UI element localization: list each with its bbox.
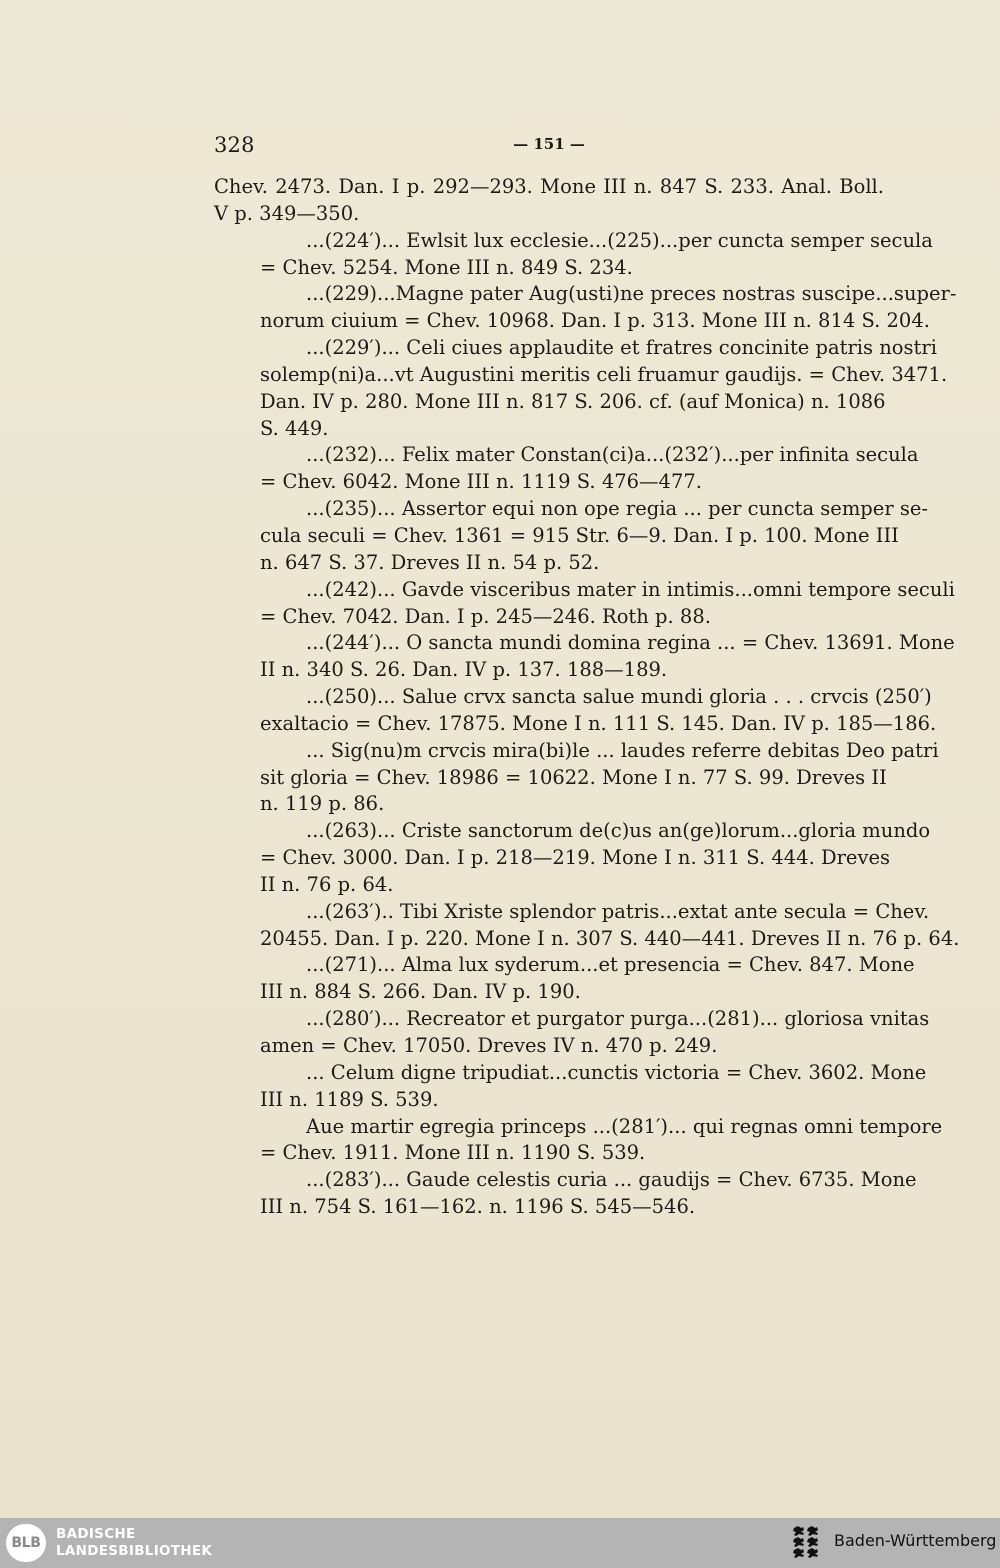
original-page-number: — 151 — <box>513 135 585 153</box>
text-paragraph <box>214 630 955 684</box>
text-line: II n. 340 S. 26. Dan. IV p. 137. 188—189. <box>260 658 668 682</box>
text-line: ... Sig(nu)m crvcis mira(bi)le ... laudes referre debitas Deo patri <box>306 738 939 762</box>
page-number: 328 <box>214 133 255 157</box>
text-line: ...(229)...Magne pater Aug(usti)ne preces nostras suscipe...super- <box>306 282 957 306</box>
text-line: ...(235)... Assertor equi non ope regia ... per cuncta semper se- <box>306 497 928 521</box>
blb-name-line-1: BADISCHE <box>56 1526 136 1542</box>
text-paragraph <box>214 442 919 496</box>
text-paragraph <box>214 1167 917 1221</box>
text-line: ...(244′)... O sancta mundi domina regina ... = Chev. 13691. Mone <box>306 631 955 655</box>
text-paragraph <box>214 335 948 442</box>
text-line: Chev. 2473. Dan. I p. 292—293. Mone III n. 847 S. 233. Anal. Boll. <box>214 175 884 198</box>
text-line: III n. 1189 S. 539. <box>260 1087 439 1111</box>
text-paragraph <box>214 684 937 738</box>
text-line: ...(242)... Gavde visceribus mater in intimis...omni tempore seculi <box>306 577 955 601</box>
text-line: = Chev. 1911. Mone III n. 1190 S. 539. <box>260 1141 646 1165</box>
text-line: Aue martir egregia princeps ...(281′)... qui regnas omni tempore <box>306 1114 943 1138</box>
text-line: ...(229′)... Celi ciues applaudite et fratres concinite patris nostri <box>306 336 937 360</box>
text-line: ... Celum digne tripudiat...cunctis victoria = Chev. 3602. Mone <box>306 1060 927 1084</box>
text-line: n. 119 p. 86. <box>260 792 385 816</box>
text-paragraph <box>214 228 933 282</box>
text-line: V p. 349—350. <box>214 201 360 225</box>
text-line: Dan. IV p. 280. Mone III n. 817 S. 206. cf. (auf Monica) n. 1086 <box>260 389 886 413</box>
text-paragraph <box>214 952 915 1006</box>
text-line: solemp(ni)a...vt Augustini meritis celi fruamur gaudijs. = Chev. 3471. <box>260 362 948 386</box>
text-line: III n. 754 S. 161—162. n. 1196 S. 545—546. <box>260 1195 696 1219</box>
blb-logo[interactable]: BLB <box>6 1524 46 1562</box>
text-paragraph <box>214 1060 927 1114</box>
text-paragraph <box>214 1114 943 1168</box>
text-line: ...(263)... Criste sanctorum de(c)us an(ge)lorum...gloria mundo <box>306 819 931 843</box>
text-line: amen = Chev. 17050. Dreves IV n. 470 p. 249. <box>260 1034 718 1057</box>
text-line: III n. 884 S. 266. Dan. IV p. 190. <box>260 980 581 1004</box>
lions-coat-of-arms-icon <box>790 1525 822 1561</box>
text-line: norum ciuium = Chev. 10968. Dan. I p. 313. Mone III n. 814 S. 204. <box>260 309 930 333</box>
text-line: ...(271)... Alma lux syderum...et presencia = Chev. 847. Mone <box>306 953 915 977</box>
text-paragraph <box>214 818 931 899</box>
text-line: ...(232)... Felix mater Constan(ci)a...(232′)...per infinita secula <box>306 443 919 467</box>
text-line: 20455. Dan. I p. 220. Mone I n. 307 S. 440—441. Dreves II n. 76 p. 64. <box>260 926 960 950</box>
text-line: ...(283′)... Gaude celestis curia ... gaudijs = Chev. 6735. Mone <box>306 1168 917 1192</box>
text-paragraph <box>214 281 957 335</box>
text-line: = Chev. 6042. Mone III n. 1119 S. 476—477. <box>260 470 702 494</box>
text-line: = Chev. 3000. Dan. I p. 218—219. Mone I n. 311 S. 444. Dreves <box>260 846 891 870</box>
text-paragraph <box>214 174 884 228</box>
text-line: sit gloria = Chev. 18986 = 10622. Mone I n. 77 S. 99. Dreves II <box>260 765 887 789</box>
text-line: II n. 76 p. 64. <box>260 872 394 896</box>
text-paragraph <box>214 496 928 577</box>
baden-wuerttemberg-label[interactable]: Baden-Württemberg <box>834 1531 997 1550</box>
text-paragraph <box>214 899 960 953</box>
blb-name-line-2: LANDESBIBLIOTHEK <box>56 1543 213 1559</box>
text-line: n. 647 S. 37. Dreves II n. 54 p. 52. <box>260 550 600 574</box>
body-text <box>214 174 960 1221</box>
text-line: ...(280′)... Recreator et purgator purga...(281)... gloriosa vnitas <box>306 1007 930 1031</box>
text-line: S. 449. <box>260 416 329 440</box>
text-line: = Chev. 7042. Dan. I p. 245—246. Roth p. 88. <box>260 604 711 628</box>
text-line: ...(263′).. Tibi Xriste splendor patris...extat ante secula = Chev. <box>306 899 930 923</box>
text-line: cula seculi = Chev. 1361 = 915 Str. 6—9. Dan. I p. 100. Mone III <box>260 523 899 547</box>
text-line: ...(224′)... Ewlsit lux ecclesie...(225)...per cuncta semper secula <box>306 228 933 252</box>
text-paragraph <box>214 577 955 631</box>
text-paragraph <box>214 1006 930 1060</box>
text-line: = Chev. 5254. Mone III n. 849 S. 234. <box>260 255 633 279</box>
text-line: ...(250)... Salue crvx sancta salue mundi gloria . . . crvcis (250′) <box>306 685 932 709</box>
blb-library-name[interactable] <box>56 1526 212 1560</box>
page-header <box>214 130 884 162</box>
text-paragraph <box>214 738 939 819</box>
footer-bar <box>0 1518 1000 1568</box>
text-line: exaltacio = Chev. 17875. Mone I n. 111 S. 145. Dan. IV p. 185—186. <box>260 711 937 735</box>
